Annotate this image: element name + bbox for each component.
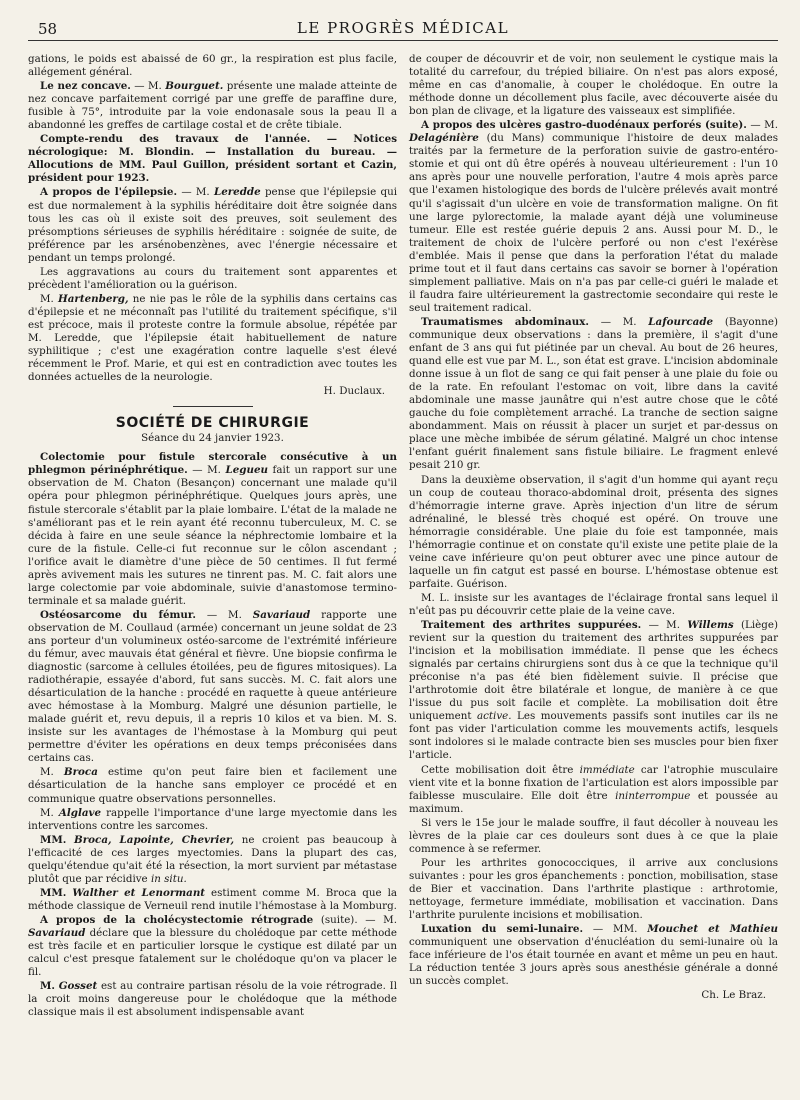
dash: M. xyxy=(40,766,54,779)
paragraph-text: ne nie pas le rôle de la syphilis dans certains cas d'épilepsie et ne méconnaît pas l'utilité du traitement spécifique, s'il est précoce, mais il proteste contre la formule absolue, répétée par M. Leredde, que l'épilepsie était habituellement de nature syphilitique ; c'est une exagération contre laquelle s'est élevé récemment le Prof. Marie, et qui est en contradiction avec toutes les données actuelles de la neurologie. xyxy=(28,292,397,384)
signature-duclaux: H. Duclaux. xyxy=(323,385,385,398)
left-column xyxy=(28,53,397,1020)
author-name: Bourguet. xyxy=(165,80,224,93)
paragraph-text: (du Mans) communique l'histoire de deux malades traités par la fermeture de la perforation suivie de gastro-entéro-stomie et qui ont dû être opérés à nouveau ultérieurement : l'un 10 ans après pour une nouvelle perforation, l'autre 4 mois après parce que l'examen histologique des bords de l'ulcère prélevés avait montré qu'il s'agissait d'un ulcère en voie de transformation maligne. On fit une large pylorectomie, la malade ayant déjà une volumineuse tumeur. Elle est restée guérie depuis 2 ans. Aussi pour M. D., le traitement de choix de l'ulcère perforé ou non c'est l'exérèse d'emblée. Mais il pense que dans la perforation l'état du malade prime tout et il faut dans certains cas savoir se borner à l'opération simplement palliative. Mais on n'a pas par celle-ci guéri le malade et il faudra faire ultérieurement la gastrectomie secondaire qui reste le seul traitement radical. xyxy=(409,132,778,314)
article-gosset xyxy=(28,980,397,1019)
italic-term: immédiate xyxy=(579,763,635,776)
paragraph-text: pense que l'épilepsie qui est due normalement à la syphilis héréditaire doit être soignée dans tous les cas où il existe soit des preuves, soit seulement des présomptions sérieuses de syphilis héréditaire : soignée de suite, de préférence par les arsénobenzènes, avec l'énergie nécessaire et pendant un temps prolongé. xyxy=(28,186,397,264)
author-name: Walther et Lenormant xyxy=(72,886,206,899)
paragraph-text: Les mouvements passifs sont inutiles car ils ne font pas vider l'articulation comme les mouvements actifs, lesquels sont indolores si le malade contracte bien ses muscles pour bien fixer l'article. xyxy=(409,710,778,762)
paragraph: de couper de découvrir et de voir, non seulement le cystique mais la totalité du carrefour, du trépied biliaire. On n'est pas alors exposé, même en cas d'anomalie, à couper le cholédoque. En outre la méthode donne un décollement plus facile, avec découverte aisée du bon plan de clivage, et la ligature des vaisseaux est simplifiée. xyxy=(409,53,778,118)
article-luxation xyxy=(409,923,778,988)
dash: — M. xyxy=(206,608,242,621)
author-name: Alglave xyxy=(58,806,102,819)
dash: MM. xyxy=(40,886,67,899)
article-title: Luxation du semi-lunaire. xyxy=(421,923,584,936)
author-name: Mouchet et Mathieu xyxy=(647,923,778,936)
author-name: Hartenberg, xyxy=(58,292,129,305)
italic-term: in situ. xyxy=(150,872,187,885)
right-column xyxy=(409,53,778,1020)
session-date: Séance du 24 janvier 1923. xyxy=(141,432,284,445)
paragraph-text: rappelle l'importance d'une large myectomie dans les interventions contre les sarcomes. xyxy=(28,806,397,832)
dash: — M. xyxy=(365,913,397,926)
dash: MM. xyxy=(40,833,67,846)
paragraph-text: estiment comme M. Broca que la méthode classique de Verneuil rend inutile l'hémostase à la Momburg. xyxy=(28,886,397,912)
paragraph: Si vers le 15e jour le malade souffre, il faut décoller à nouveau les lèvres de la plaie car ces douleurs sont dues à ce que la plaie commence à se refermer. xyxy=(409,816,778,855)
section-title: SOCIÉTÉ DE CHIRURGIE xyxy=(115,415,310,432)
dash: — MM. xyxy=(592,923,638,936)
article-title: A propos des ulcères gastro-duodénaux perforés (suite). xyxy=(421,119,747,132)
author-name: Broca xyxy=(63,766,98,779)
paragraph: Pour les arthrites gonococciques, il arrive aux conclusions suivantes : pour les gros épanchements : ponction, mobilisation, stase de Bier et vaccination. Dans l'arthrite plastique : arthrotomie, nettoyage, fermeture immédiate, mobilisation et vaccination. Dans l'arthrite purulente incisions et mobilisation. xyxy=(409,856,778,922)
article-cholecystectomie xyxy=(28,914,397,979)
italic-term: ininterrompue xyxy=(615,789,691,802)
article-osteosarcome xyxy=(28,609,397,766)
paragraph-text: ne croient pas beaucoup à l'efficacité de ces larges myectomies. Dans la plupart des cas, quelqu'étendue qu'ait été la résection, la mort survient par métastase plutôt que par récidive xyxy=(28,833,397,885)
dash: — M. xyxy=(192,464,221,477)
paragraph: M. L. insiste sur les avantages de l'éclairage frontal sans lequel il n'eût pas pu découvrir cette plaie de la veine cave. xyxy=(409,591,778,617)
article-myectomies xyxy=(28,834,397,886)
author-name: Gosset xyxy=(58,980,98,993)
article-traumatismes xyxy=(409,316,778,473)
paragraph-text: gations, le poids est abaissé de 60 gr., la respiration est plus facile, allégement général. xyxy=(28,53,397,79)
author-name: Leredde xyxy=(213,186,261,199)
article-alglave xyxy=(28,807,397,833)
paragraph-text: déclare que la blessure du cholédoque par cette méthode est très facile et en particulier lorsque le cystique est dilaté par un calcul c'est presque fatalement sur le cholédoque qu'on va placer le fil. xyxy=(28,927,397,979)
dash: M. xyxy=(40,292,54,305)
author-name: Delagénière xyxy=(409,132,479,145)
article-title: A propos de l'épilepsie. xyxy=(40,186,178,199)
article-ulceres xyxy=(409,119,778,315)
dash: — M. xyxy=(750,119,778,132)
article-broca xyxy=(28,766,397,805)
paragraph-text: est au contraire partisan résolu de la voie rétrograde. Il la croit moins dangereuse pour le cholédoque que la méthode classique mais il est absolument indispensable avant xyxy=(28,980,397,1019)
author-name: Savariaud xyxy=(252,608,311,621)
paragraph: Dans la deuxième observation, il s'agit d'un homme qui ayant reçu un coup de couteau thoraco-abdominal droit, présenta des signes d'hémorragie interne grave. Après injection d'un litre de sérum adrénaliné, le blessé très choqué est opéré. On trouve une hémorragie considérable. Une plaie du foie est tamponnée, mais l'hémorragie continue et on constate qu'il existe une petite plaie de la veine cave inférieure qu'on peut obturer avec une pince autour de laquelle un fin catgut est passé en bourse. L'hémostase obtenue est parfaite. Guérison. xyxy=(409,473,778,590)
dash: — M. xyxy=(600,315,637,328)
dash: — M. xyxy=(181,186,210,199)
section-divider xyxy=(173,406,253,407)
paragraph-text: communiquent une observation d'énucléation du semi-lunaire où la face inférieure de l'os était tournée en avant et même un peu en haut. La réduction tentée 3 jours après sous anesthésie générale a donné un succès complet. xyxy=(409,936,778,988)
italic-term: active. xyxy=(477,710,512,723)
paragraph-text: Cette mobilisation doit être xyxy=(421,763,574,776)
paragraph-text: (Liège) revient sur la question du traitement des arthrites suppurées par l'incision et la mobilisation immédiate. Il pense que les échecs signalés par certains chirurgiens sont dus à ce que la technique qu'il préconise n'a pas été bien fidèlement suivie. Il précise que l'arthrotomie doit être bilatérale et longue, de manière à ce que l'issue du pus soit facile et complète. La mobilisation doit être uniquement xyxy=(409,619,778,723)
article-title: Ostéosarcome du fémur. xyxy=(40,608,196,621)
suite-note: (suite). xyxy=(320,913,358,926)
article-nez-concave xyxy=(28,80,397,132)
dash: — M. xyxy=(134,80,162,93)
signature-le-braz: Ch. Le Braz. xyxy=(701,989,766,1002)
paragraph xyxy=(28,53,397,79)
running-header xyxy=(28,18,778,41)
text-columns xyxy=(28,53,778,1020)
dash: M. xyxy=(40,806,54,819)
dash: M. xyxy=(40,980,55,993)
article-colectomie xyxy=(28,451,397,608)
article-title: A propos de la cholécystectomie rétrograde xyxy=(40,913,314,926)
journal-title: LE PROGRÈS MÉDICAL xyxy=(296,19,510,37)
article-walther xyxy=(28,887,397,913)
author-name: Legueu xyxy=(225,464,268,477)
article-title: Colectomie pour fistule stercorale consécutive à un phlegmon périnéphrétique. xyxy=(28,451,397,477)
author-name: Willems xyxy=(687,619,734,632)
article-title: Le nez concave. xyxy=(40,80,131,93)
paragraph-text: car l'atrophie musculaire vient vite et la bonne fixation de l'articulation est alors impossible par faiblesse musculaire. Elle doit être xyxy=(409,763,779,802)
compte-rendu: Compte-rendu des travaux de l'année. — Notices nécrologique: M. Blondin. — Installation du bureau. — Allocutions de MM. Paul Guillon, président sortant et Cazin, président pour 1923. xyxy=(28,133,397,185)
article-title: Traitement des arthrites suppurées. xyxy=(421,619,642,632)
paragraph-text: et poussée au maximum. xyxy=(409,789,778,815)
paragraph-mobilisation xyxy=(409,764,778,816)
author-name: Savariaud xyxy=(28,927,86,939)
author-name: Lafourcade xyxy=(648,315,714,328)
paragraph-text: rapporte une observation de M. Coullaud (armée) concernant un jeune soldat de 23 ans porteur d'un volumineux ostéo-sarcome de l'extrémité inférieure du fémur, avec mauvais état général et fièvre. Une biopsie confirma le diagnostic (sarcome à cellules étoilées, peu de figures mitosiques). La radiothérapie, essayée d'abord, fut sans succès. M. C. fait alors une désarticulation de la hanche : procédé en raquette à queue antérieure avec hémostase à la Momburg. Malgré une désunion partielle, le malade guérit et, revu depuis, il a repris 10 kilos et va bien. M. S. insiste sur les avantages de l'hémostase à la Momburg qui peut permettre d'éviter les opérations en deux temps préconisées dans certains cas. xyxy=(28,608,398,765)
article-epilepsie xyxy=(28,186,397,264)
article-title: Traumatismes abdominaux. xyxy=(421,315,589,328)
paragraph-text: (Bayonne) communique deux observations : dans la première, il s'agit d'une enfant de 3 ans qui fut piétinée par un cheval. Au bout de 26 heures, quand elle est vue par M. L., son état est grave. L'incision abdominale donne issue à un flot de sang ce qui fait penser à une plaie du foie ou de la rate. En refoulant l'estomac on voit, libre dans la cavité abdominale une masse jaunâtre qui n'est autre chose que le côté gauche du foie complètement arraché. La tranche de section saigne abondamment. Mais on réussit à placer un surjet et par-dessus on place une mèche imbibée de sérum gélatiné. Malgré un choc intense l'enfant guérit finalement sans fistule biliaire. Le fragment enlevé pesait 210 gr. xyxy=(409,315,778,472)
paragraph-text: estime qu'on peut faire bien et facilement une désarticulation de la hanche sans employer ce procédé et en communique quatre observations personnelles. xyxy=(28,766,398,805)
author-name: Broca, Lapointe, Chevrier, xyxy=(74,833,235,846)
paragraph-text: présente une malade atteinte de nez concave parfaitement corrigé par une greffe de paraffine dure, fusible à 75°, introduite par la voie endonasale sous la peau Il a abandonné les greffes de cartilage costal et de crête tibiale. xyxy=(28,80,398,132)
paragraph-text: fait un rapport sur une observation de M. Chaton (Besançon) concernant une malade qu'il opéra pour phlegmon périnéphrétique. Quelques jours après, une fistule stercorale s'établit par la plaie lombaire. L'état de la malade ne s'améliorant pas et le rein ayant été reconnu tuberculeux, M. C. se décida à faire en une seule séance la néphrectomie lombaire et la cure de la fistule. Celle-ci fut reconnue sur le côlon ascendant ; l'orifice avait le diamètre d'une pièce de 50 centimes. Il fut fermé après avivement mais les sutures ne tinrent pas. M. C. fait alors une large colectomie par voie abdominale, suivie d'anastomose termino-terminale et sa malade guérit. xyxy=(28,464,398,607)
article-hartenberg xyxy=(28,293,397,384)
paragraph: Les aggravations au cours du traitement sont apparentes et précèdent l'amélioration ou la guérison. xyxy=(28,265,397,291)
dash: — M. xyxy=(648,619,680,632)
page-number: 58 xyxy=(38,20,58,38)
article-arthrites xyxy=(409,619,778,763)
